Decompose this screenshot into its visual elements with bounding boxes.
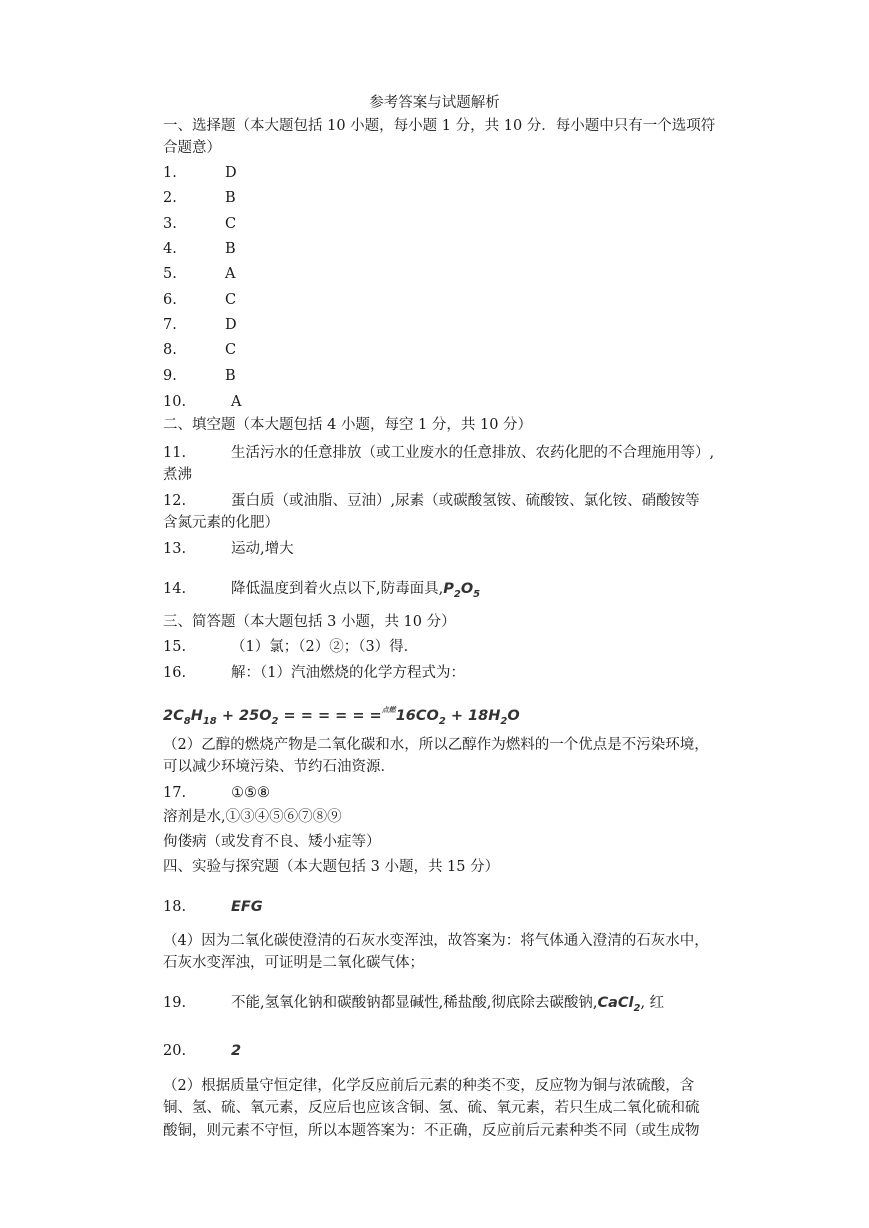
q14-formula: $P_2O_5$ [443,581,481,600]
q20-answer: 2 [231,1043,242,1059]
q11-answer-cont: 煮沸 [163,467,192,483]
q17-number: 17. [163,785,187,801]
q20-part2-line2: 铜、氢、硫、氧元素，反应后也应该含铜、氢、硫、氧元素，若只生成二氧化硫和硫 [163,1100,700,1116]
q8-answer: C [225,342,237,358]
q6-answer: C [225,292,237,308]
q9-answer: B [225,368,236,384]
q13-answer: 运动,增大 [231,541,294,557]
q20-part2-line1: （2）根据质量守恒定律，化学反应前后元素的种类不变，反应物为铜与浓硫酸，含 [163,1078,695,1094]
q18-number: 18. [163,899,187,915]
q18-part4-line1: （4）因为二氧化碳使澄清的石灰水变浑浊，故答案为：将气体通入澄清的石灰水中， [163,933,709,949]
q15-answer: （1）氯；（2）②；（3）得． [231,639,419,655]
q7-number: 7. [163,317,177,333]
q14-answer [231,579,480,605]
section1-heading: 一、选择题（本大题包括 10 小题，每小题 1 分，共 10 分．每小题中只有一个选项符 [163,118,716,134]
q6-number: 6. [163,292,177,308]
q17-line2: 溶剂是水,①③④⑤⑥⑦⑧⑨ [163,809,342,825]
q3-number: 3. [163,216,177,232]
q10-answer: A [231,394,242,410]
section1-heading-cont: 合题意） [163,140,221,156]
q13-number: 13. [163,541,187,557]
q17-line3: 佝偻病（或发育不良、矮小症等） [163,834,381,850]
q4-number: 4. [163,241,177,257]
q19-number: 19. [163,995,187,1011]
q14-answer-text: 降低温度到着火点以下,防毒面具, [231,581,444,597]
q16-part2-line2: 可以减少环境污染、节约石油资源． [163,759,395,775]
q1-number: 1. [163,165,177,181]
page-title: 参考答案与试题解析 [369,95,500,111]
q2-number: 2. [163,190,177,206]
q2-answer: B [225,190,236,206]
q19-answer [231,993,664,1019]
q19-answer-text: 不能,氢氧化钠和碳酸钠都显碱性,稀盐酸,彻底除去碳酸钠, [231,995,598,1011]
q5-answer: A [225,266,236,282]
q11-number: 11. [163,445,187,461]
q11-answer: 生活污水的任意排放（或工业废水的任意排放、农药化肥的不合理施用等）, [231,445,715,461]
q8-number: 8. [163,342,177,358]
q4-answer: B [225,241,236,257]
q16-number: 16. [163,665,187,681]
q10-number: 10. [163,394,187,410]
q7-answer: D [225,317,237,333]
q5-number: 5. [163,266,177,282]
q18-answer: EFG [231,899,263,915]
q20-number: 20. [163,1043,187,1059]
q1-answer: D [225,165,237,181]
section4-heading: 四、实验与探究题（本大题包括 3 小题，共 15 分） [163,859,500,875]
q16-equation: $2C_8H_{18} + 25O_2$ = = = = = $=^{点燃}16CO_2 + 18H_2O$ [163,706,520,727]
q9-number: 9. [163,368,177,384]
q15-number: 15. [163,639,187,655]
q12-answer: 蛋白质（或油脂、豆油）,尿素（或碳酸氢铵、硫酸铵、氯化铵、硝酸铵等 [231,493,700,509]
q20-part2-line3: 酸铜，则元素不守恒，所以本题答案为：不正确，反应前后元素种类不同（或生成物 [163,1123,700,1139]
q16-answer: 解：（1）汽油燃烧的化学方程式为： [231,665,465,681]
q12-number: 12. [163,493,187,509]
q19-answer-end: , 红 [640,995,665,1011]
q19-formula: CaCl$_2$ [597,995,641,1014]
q16-part2-line1: （2）乙醇的燃烧产物是二氧化碳和水，所以乙醇作为燃料的一个优点是不污染环境， [163,737,709,753]
q3-answer: C [225,216,237,232]
q12-answer-cont: 含氮元素的化肥） [163,515,279,531]
q17-answer: ①⑤⑧ [231,785,270,801]
section3-heading: 三、简答题（本大题包括 3 小题，共 10 分） [163,614,456,630]
q14-number: 14. [163,581,187,597]
q18-part4-line2: 石灰水变浑浊，可证明是二氧化碳气体； [163,955,424,971]
section2-heading: 二、填空题（本大题包括 4 小题，每空 1 分，共 10 分） [163,417,533,433]
